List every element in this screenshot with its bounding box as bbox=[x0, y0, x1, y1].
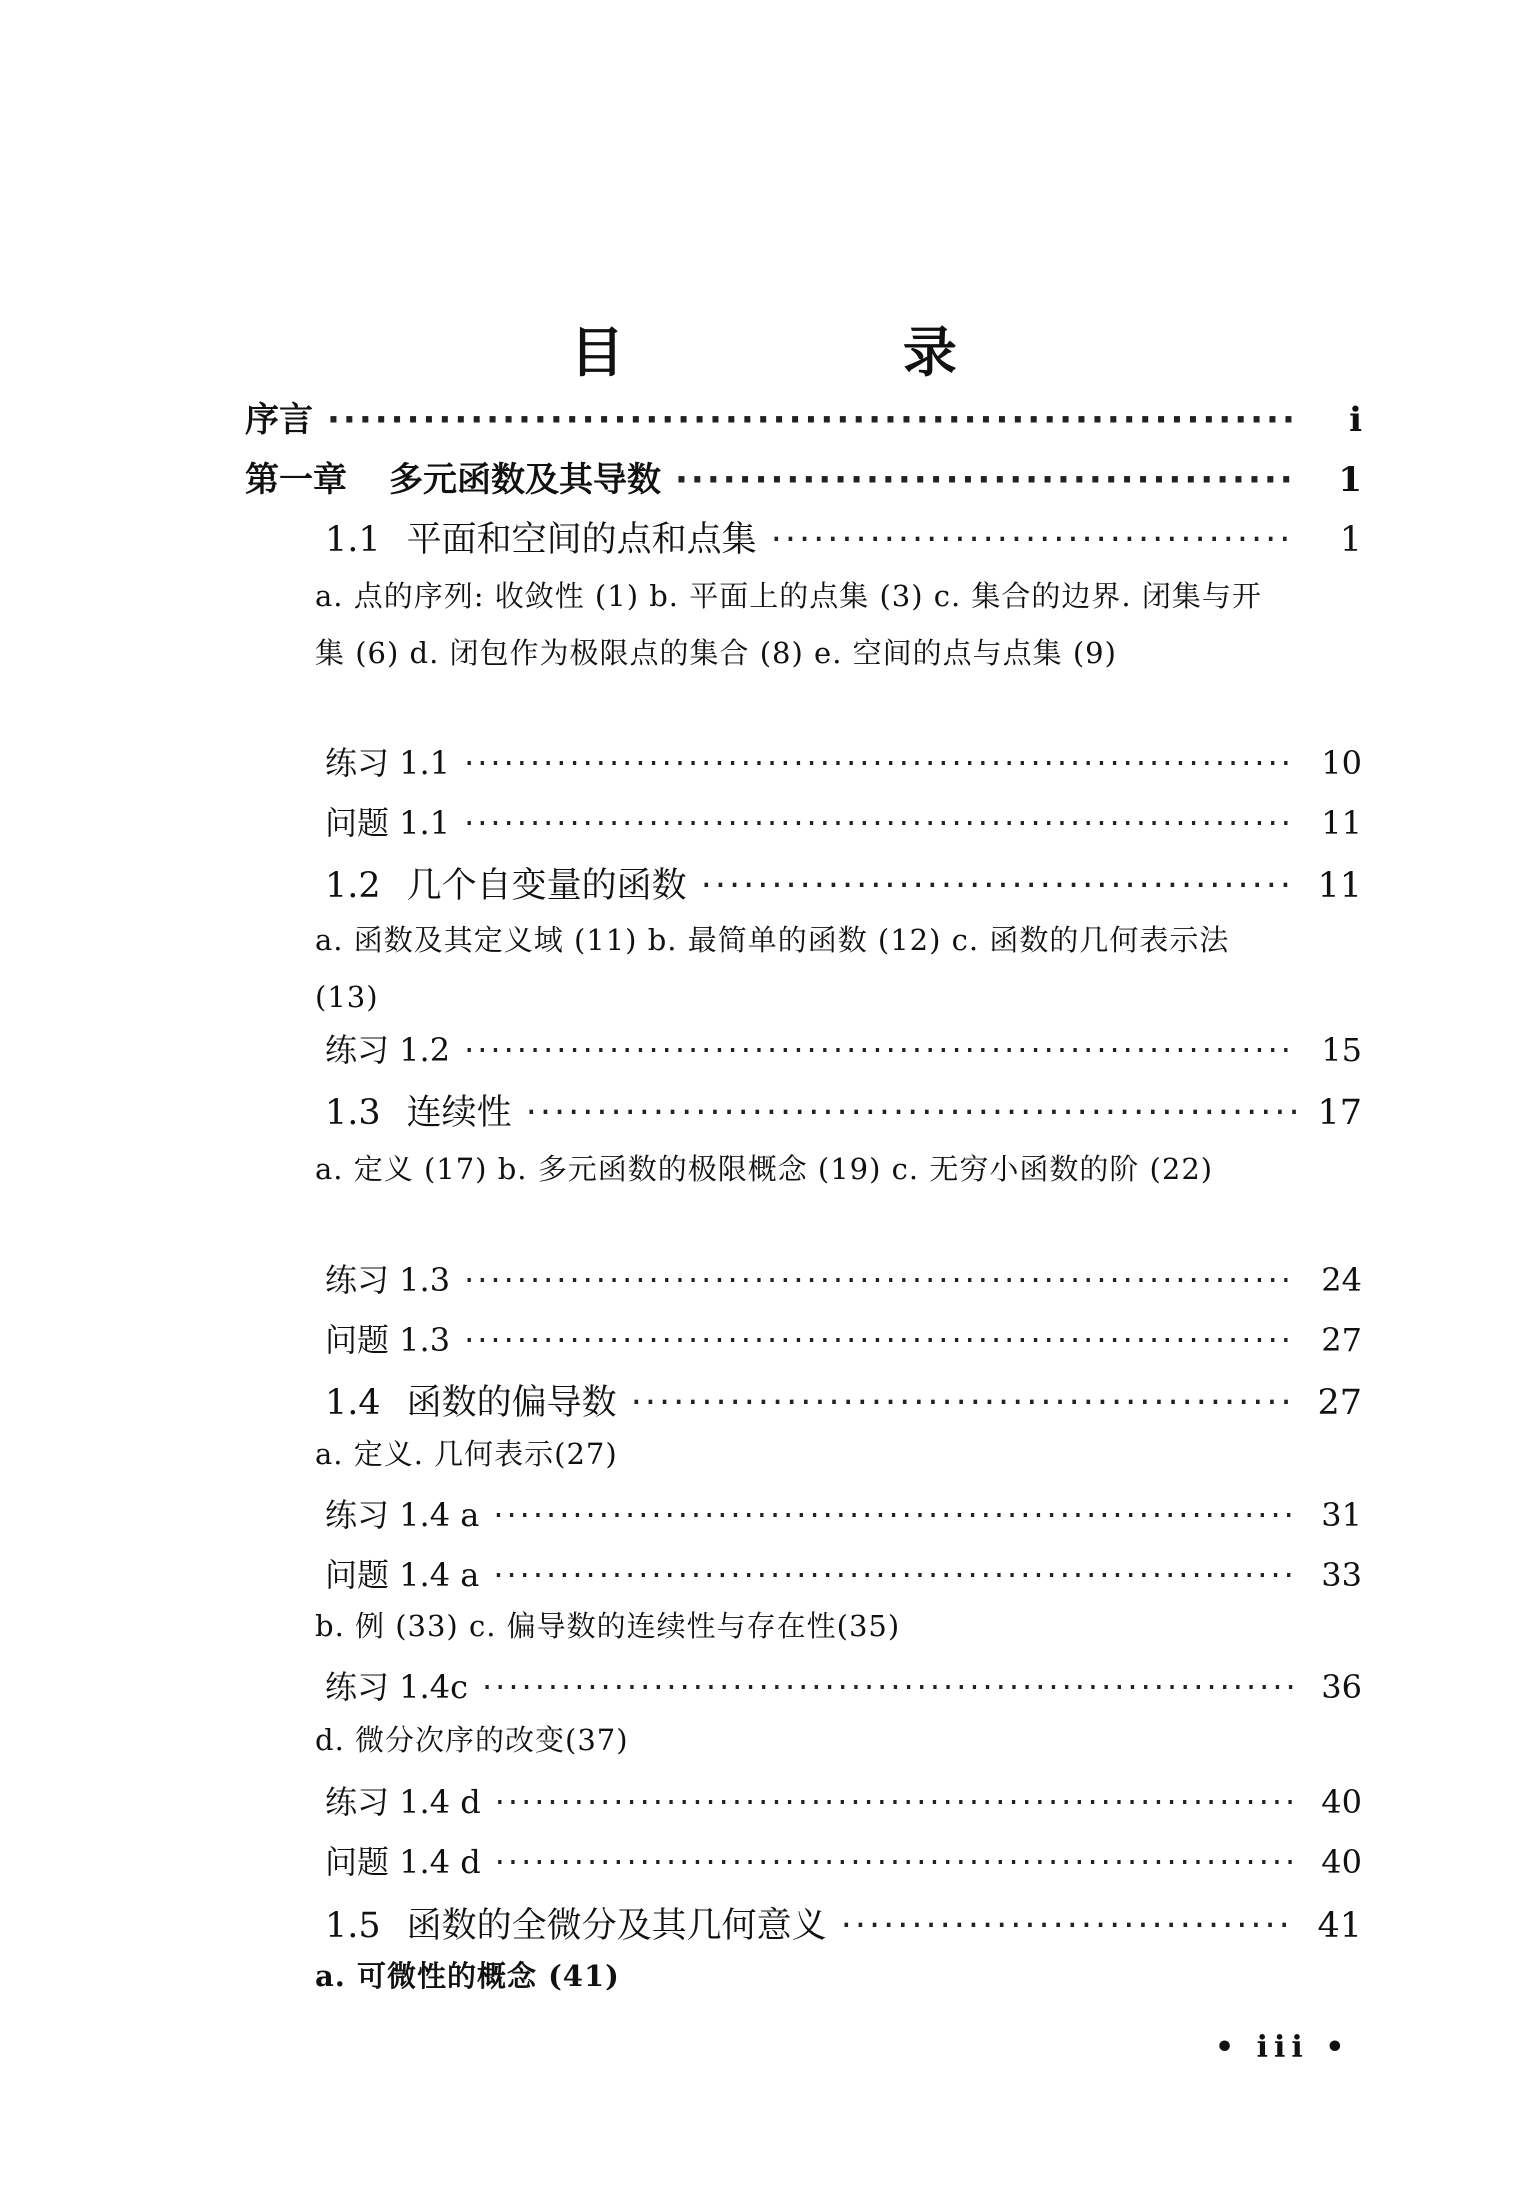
page-number: 10 bbox=[1321, 744, 1362, 782]
toc-entry-exercise-1-4d[interactable] bbox=[325, 1777, 1362, 1823]
subsection-list: a. 点的序列: 收敛性 (1) b. 平面上的点集 (3) c. 集合的边界. 闭集与开集 (6) d. 闭包作为极限点的集合 (8) e. 空间的点与点集 (9) bbox=[315, 579, 1262, 670]
subsection-list: a. 可微性的概念 (41) bbox=[315, 1959, 620, 1993]
leader-dots bbox=[464, 744, 1296, 782]
toc-entry-exercise-1-3[interactable] bbox=[325, 1255, 1362, 1301]
entry-label: 序言 bbox=[245, 400, 313, 440]
toc-entry-problem-1-4d[interactable] bbox=[325, 1837, 1362, 1883]
page-number: 24 bbox=[1321, 1261, 1362, 1299]
leader-dots bbox=[493, 1496, 1296, 1534]
toc-entry-exercise-1-1[interactable] bbox=[325, 738, 1362, 784]
toc-entry-exercise-1-2[interactable] bbox=[325, 1025, 1362, 1071]
chapter-title: 多元函数及其导数 bbox=[389, 460, 661, 500]
page-number: 33 bbox=[1321, 1556, 1362, 1594]
entry-label: 问题 1.3 bbox=[325, 1321, 451, 1359]
page-number: 1 bbox=[1339, 520, 1362, 560]
subsection-list: a. 函数及其定义域 (11) b. 最简单的函数 (12) c. 函数的几何表示法 (13) bbox=[315, 923, 1230, 1014]
section-number: 1.3 bbox=[325, 1093, 381, 1133]
leader-dots bbox=[526, 1093, 1296, 1133]
chapter-number: 第一章 bbox=[245, 460, 347, 500]
page-number: 1 bbox=[1338, 460, 1362, 500]
leader-dots bbox=[482, 1668, 1296, 1706]
toc-entry-section-1-2[interactable] bbox=[325, 858, 1362, 908]
page-footer-number: • iii • bbox=[1215, 2030, 1351, 2065]
page-number: i bbox=[1349, 400, 1362, 440]
page-number: 31 bbox=[1321, 1496, 1362, 1534]
entry-label: 练习 1.4c bbox=[325, 1668, 468, 1706]
page-number: 36 bbox=[1321, 1668, 1362, 1706]
leader-dots bbox=[701, 866, 1296, 906]
entry-label: 练习 1.3 bbox=[325, 1261, 451, 1299]
section-title: 几个自变量的函数 bbox=[406, 866, 687, 906]
entry-label: 练习 1.4 a bbox=[325, 1496, 480, 1534]
entry-label: 练习 1.2 bbox=[325, 1031, 451, 1069]
section-title: 函数的偏导数 bbox=[406, 1383, 617, 1423]
subsection-list: a. 定义 (17) b. 多元函数的极限概念 (19) c. 无穷小函数的阶 (22) bbox=[315, 1152, 1214, 1186]
section-number: 1.5 bbox=[325, 1906, 381, 1946]
leader-dots bbox=[464, 804, 1296, 842]
toc-entry-problem-1-1[interactable] bbox=[325, 798, 1362, 844]
page-number: 27 bbox=[1317, 1383, 1362, 1423]
leader-dots bbox=[675, 460, 1296, 500]
leader-dots bbox=[495, 1843, 1296, 1881]
subsection-list: d. 微分次序的改变(37) bbox=[315, 1723, 629, 1757]
leader-dots bbox=[327, 400, 1296, 440]
toc-entry-preface[interactable] bbox=[245, 392, 1362, 441]
section-title: 连续性 bbox=[406, 1093, 512, 1133]
entry-label: 问题 1.4 a bbox=[325, 1556, 480, 1594]
leader-dots bbox=[631, 1383, 1296, 1423]
toc-entry-problem-1-3[interactable] bbox=[325, 1315, 1362, 1361]
page-number: 17 bbox=[1317, 1093, 1362, 1133]
page-number: 11 bbox=[1321, 804, 1362, 842]
leader-dots bbox=[464, 1321, 1296, 1359]
page-number: 11 bbox=[1317, 866, 1362, 906]
page-number: 40 bbox=[1321, 1843, 1362, 1881]
entry-label: 练习 1.4 d bbox=[325, 1783, 481, 1821]
leader-dots bbox=[495, 1783, 1296, 1821]
leader-dots bbox=[493, 1556, 1296, 1594]
leader-dots bbox=[771, 520, 1296, 560]
leader-dots bbox=[464, 1261, 1296, 1299]
section-title: 函数的全微分及其几何意义 bbox=[406, 1906, 827, 1946]
toc-entry-chapter-1[interactable] bbox=[245, 452, 1362, 501]
toc-entry-exercise-1-4a[interactable] bbox=[325, 1490, 1362, 1536]
entry-label: 问题 1.4 d bbox=[325, 1843, 481, 1881]
toc-entry-exercise-1-4c[interactable] bbox=[325, 1662, 1362, 1708]
toc-entry-section-1-1[interactable] bbox=[325, 512, 1362, 562]
toc-entry-section-1-4[interactable] bbox=[325, 1375, 1362, 1425]
leader-dots bbox=[841, 1906, 1296, 1946]
page-number: 41 bbox=[1317, 1906, 1362, 1946]
entry-label: 练习 1.1 bbox=[325, 744, 451, 782]
page-number: 15 bbox=[1321, 1031, 1362, 1069]
entry-label: 问题 1.1 bbox=[325, 804, 451, 842]
leader-dots bbox=[464, 1031, 1296, 1069]
toc-entry-section-1-5[interactable] bbox=[325, 1898, 1362, 1948]
subsection-list: a. 定义. 几何表示(27) bbox=[315, 1437, 618, 1471]
section-number: 1.1 bbox=[325, 520, 381, 560]
page-number: 27 bbox=[1321, 1321, 1362, 1359]
section-title: 平面和空间的点和点集 bbox=[406, 520, 757, 560]
toc-entry-problem-1-4a[interactable] bbox=[325, 1550, 1362, 1596]
section-number: 1.4 bbox=[325, 1383, 381, 1423]
toc-entry-section-1-3[interactable] bbox=[325, 1085, 1362, 1135]
section-number: 1.2 bbox=[325, 866, 381, 906]
subsection-list: b. 例 (33) c. 偏导数的连续性与存在性(35) bbox=[315, 1609, 901, 1643]
page-title: 目 录 bbox=[570, 320, 1087, 384]
page-number: 40 bbox=[1321, 1783, 1362, 1821]
